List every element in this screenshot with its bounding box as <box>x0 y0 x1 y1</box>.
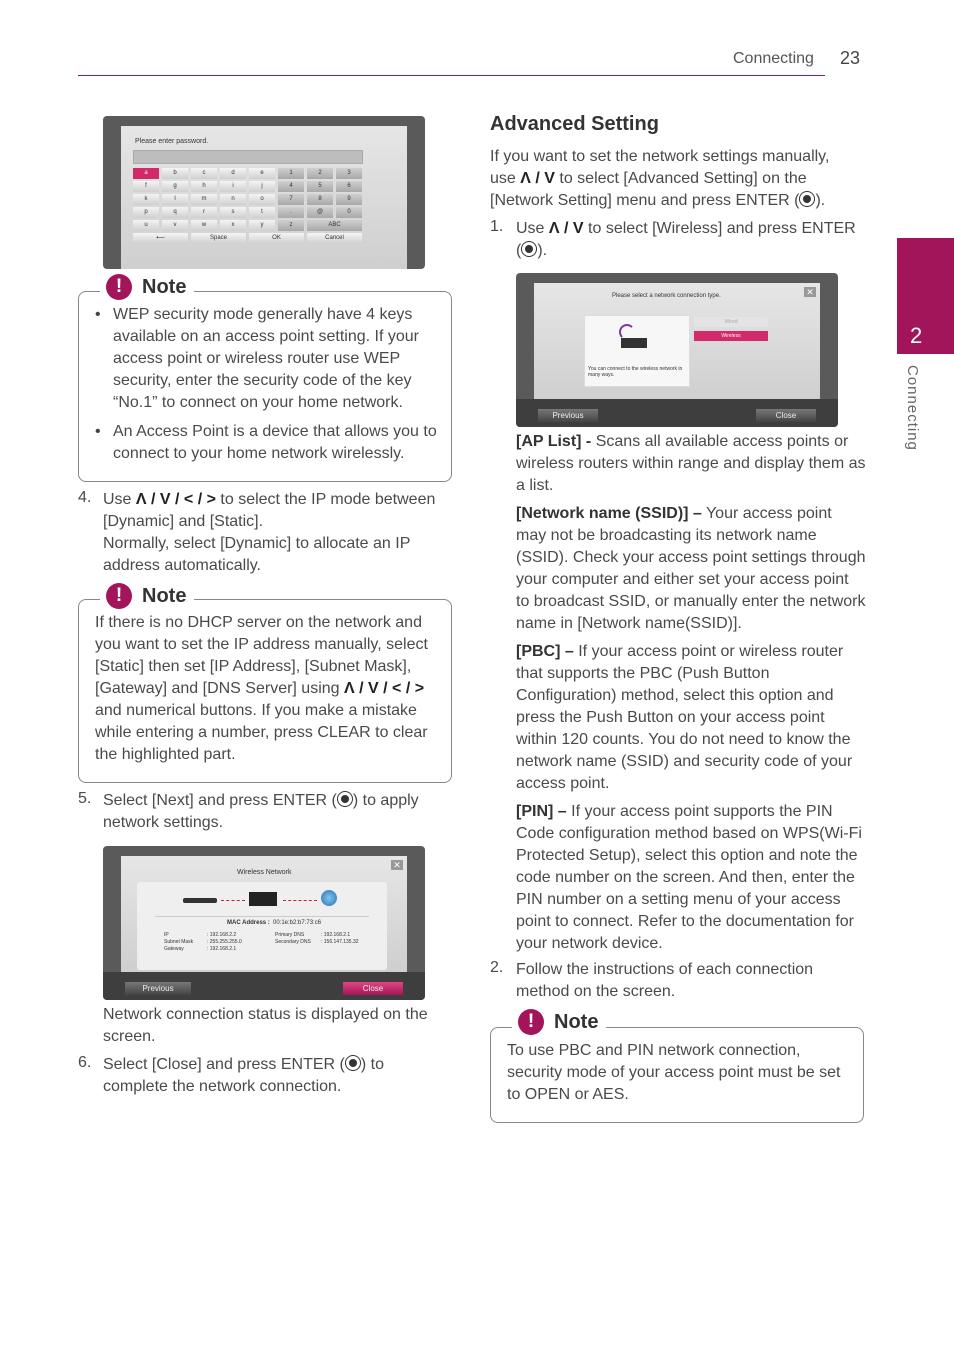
close-icon: ✕ <box>391 860 403 870</box>
step-5-text <box>103 790 448 834</box>
keyboard-key: OK <box>249 233 304 244</box>
note-2-pre: If there is no DHCP server on the network and you want to set the IP address manually, select [Static] then set [IP Address], [Subnet Mask], [Gateway] and [DNS Server] using <box>95 614 428 697</box>
keyboard-key: m <box>191 194 217 205</box>
connection-line <box>221 900 245 901</box>
keyboard-key: o <box>249 194 275 205</box>
subnet-label: Subnet Mask <box>164 939 194 945</box>
previous-button: Previous <box>538 409 598 422</box>
keyboard-key: Space <box>191 233 246 244</box>
step-5-pre: Select [Next] and press ENTER ( <box>103 792 337 809</box>
note-heading-1 <box>100 273 194 301</box>
definition-term: [Network name (SSID)] – <box>516 505 702 522</box>
definition-term: [PIN] – <box>516 803 567 820</box>
enter-button-icon <box>521 241 537 257</box>
keyboard-key: n <box>220 194 246 205</box>
password-keyboard-screenshot <box>103 116 425 269</box>
close-button: Close <box>756 409 816 422</box>
step-1-pre: Use <box>516 220 545 237</box>
note-3-content: To use PBC and PIN network connection, security mode of your access point must be set to OPEN or AES. <box>507 1042 841 1103</box>
keyboard-key: x <box>220 220 246 231</box>
note-label: Note <box>554 1010 599 1033</box>
primary-dns-value: : 192.168.2.1 <box>321 932 351 938</box>
password-input-field <box>133 150 363 164</box>
arrow-keys-icon: Λ / V <box>520 170 555 187</box>
keyboard-key: w <box>191 220 217 231</box>
dialog-button-bar <box>103 972 425 1000</box>
keyboard-key: 0 <box>336 207 362 218</box>
chapter-label: Connecting <box>904 365 921 451</box>
keyboard-key: k <box>133 194 159 205</box>
keyboard-key: 5 <box>307 181 333 192</box>
dialog-title: Wireless Network <box>237 869 292 876</box>
keyboard-key: l <box>162 194 188 205</box>
arrow-keys-icon: Λ / V / < / > <box>135 491 216 508</box>
keyboard-key: d <box>220 168 246 179</box>
enter-button-icon <box>337 791 353 807</box>
gateway-value: : 192.168.2.1 <box>207 946 237 952</box>
running-header-section: Connecting <box>733 50 814 67</box>
mac-address-label: MAC Address : <box>227 920 270 926</box>
ip-label: IP <box>164 932 169 938</box>
keyboard-key: c <box>191 168 217 179</box>
keyboard-key: 3 <box>336 168 362 179</box>
note-2-post: and numerical buttons. If you make a mistake while entering a number, press CLEAR to clear the highlighted part. <box>95 702 428 763</box>
primary-dns-label: Primary DNS <box>275 932 305 938</box>
note-1-content <box>95 304 440 472</box>
ip-value: : 192.168.2.2 <box>207 932 237 938</box>
definition-text: Your access point may not be broadcasting its network name (SSID). Check your access point settings through your computer and either set your access point to broadcast SSID, or manually enter the network name in [Network name(SSID)]. <box>516 505 866 632</box>
definition-item <box>516 641 866 795</box>
enter-button-icon <box>345 1055 361 1071</box>
step-6-text <box>103 1054 453 1098</box>
wireless-network-status-screenshot <box>103 846 425 1000</box>
player-device-icon <box>183 898 217 903</box>
note-2-content <box>95 612 440 766</box>
advanced-step-1 <box>516 218 861 262</box>
keyboard-key: ⟵ <box>133 233 188 244</box>
wifi-signal-icon <box>619 324 635 340</box>
close-button: Close <box>343 982 403 995</box>
globe-icon <box>321 890 337 906</box>
keyboard-key: f <box>133 181 159 192</box>
dialog-button-bar <box>516 399 838 427</box>
step-1-end: ). <box>537 242 548 259</box>
step-4-pre: Use <box>103 491 132 508</box>
secondary-dns-label: Secondary DNS <box>275 939 311 945</box>
keyboard-key: b <box>162 168 188 179</box>
keyboard-key: . <box>278 207 304 218</box>
panel-divider <box>155 916 369 917</box>
header-rule <box>78 75 825 76</box>
gateway-label: Gateway <box>164 946 184 952</box>
step-1-post: to select [Wireless] and press ENTER ( <box>516 220 856 259</box>
keyboard-key: @ <box>307 207 333 218</box>
keyboard-key: 7 <box>278 194 304 205</box>
previous-button: Previous <box>125 982 191 995</box>
keyboard-key: q <box>162 207 188 218</box>
exclamation-icon: ! <box>518 1009 544 1035</box>
step-4-line2: Normally, select [Dynamic] to allocate an IP address automatically. <box>103 535 411 574</box>
note-label: Note <box>142 275 187 298</box>
keyboard-key: 6 <box>336 181 362 192</box>
keyboard-key: ABC <box>307 220 362 231</box>
note-1-bullet: • WEP security mode generally have 4 keys available on an access point setting. If your access point or wireless router use WEP security, enter the security code of the key “No.1” to connect on your home network. <box>95 304 440 414</box>
note-1-bullet: • An Access Point is a device that allows you to connect to your home network wirelessly. <box>95 421 440 465</box>
definition-text: If your access point supports the PIN Code configuration method based on WPS(Wi-Fi Protected Setup), select this option and note the code number on the screen. And then, enter the PIN number on a setting menu of your access point to connect. Refer to the documentation for your network device. <box>516 803 862 952</box>
exclamation-icon: ! <box>106 583 132 609</box>
chapter-number: 2 <box>910 323 923 348</box>
keyboard-key: 1 <box>278 168 304 179</box>
page-number: 23 <box>840 48 861 68</box>
keyboard-key: t <box>249 207 275 218</box>
intro-end: ). <box>815 192 826 209</box>
keyboard-key: i <box>220 181 246 192</box>
subnet-value: : 255.255.255.0 <box>207 939 242 945</box>
connection-illustration <box>584 315 690 387</box>
keyboard-key: e <box>249 168 275 179</box>
chapter-tab <box>897 238 954 354</box>
keyboard-key: v <box>162 220 188 231</box>
keyboard-key: g <box>162 181 188 192</box>
definition-item <box>516 503 866 635</box>
dialog-title: Please select a network connection type. <box>612 293 721 299</box>
definition-term: [PBC] – <box>516 643 574 660</box>
note-heading-2 <box>100 582 194 610</box>
keyboard-key: y <box>249 220 275 231</box>
arrow-keys-icon: Λ / V / < / > <box>344 680 425 697</box>
definition-item <box>516 431 866 497</box>
definition-text: Scans all available access points or wireless routers within range and display them as a list. <box>516 433 866 494</box>
mac-address-value: 00:1e:b2:b7:73:c6 <box>273 920 322 926</box>
keyboard-grid <box>133 168 373 260</box>
step-6-post: ) to complete the network connection. <box>103 1056 384 1095</box>
arrow-keys-icon: Λ / V <box>548 220 584 237</box>
network-panel <box>137 882 387 970</box>
secondary-dns-value: : 156.147.135.32 <box>321 939 359 945</box>
keyboard-key: z <box>278 220 304 231</box>
connection-description: You can connect to the wireless network in many ways. <box>588 366 683 378</box>
keyboard-key: h <box>191 181 217 192</box>
connection-line <box>283 900 317 901</box>
keyboard-key: 8 <box>307 194 333 205</box>
advanced-intro <box>490 146 852 212</box>
router-device-icon <box>249 892 277 906</box>
enter-button-icon <box>799 191 815 207</box>
definition-term: [AP List] - <box>516 433 592 450</box>
keyboard-key: 2 <box>307 168 333 179</box>
step-4-text <box>103 489 448 577</box>
keyboard-key: p <box>133 207 159 218</box>
intro-pre: If you want to set the network settings manually, use <box>490 148 830 187</box>
step-number: 2. <box>490 959 504 976</box>
section-heading: Advanced Setting <box>490 113 659 135</box>
password-prompt: Please enter password. <box>135 138 209 145</box>
step-6-pre: Select [Close] and press ENTER ( <box>103 1056 345 1073</box>
step-4-post: to select the IP mode between [Dynamic] and [Static]. <box>103 491 436 530</box>
keyboard-key: j <box>249 181 275 192</box>
advanced-step-2: Follow the instructions of each connection method on the screen. <box>516 961 814 1000</box>
step-5-post: ) to apply network settings. <box>103 792 419 831</box>
keyboard-key: r <box>191 207 217 218</box>
step-number: 1. <box>490 218 504 235</box>
keyboard-key: a <box>133 168 159 179</box>
keyboard-key: u <box>133 220 159 231</box>
screenshot-caption: Network connection status is displayed on the screen. <box>103 1006 428 1045</box>
step-number: 4. <box>78 489 92 506</box>
wireless-option: Wireless <box>694 331 768 341</box>
keyboard-key: 9 <box>336 194 362 205</box>
keyboard-key: s <box>220 207 246 218</box>
keyboard-key: Cancel <box>307 233 362 244</box>
step-number: 6. <box>78 1054 92 1071</box>
note-label: Note <box>142 584 187 607</box>
wired-option: Wired <box>694 317 768 327</box>
keyboard-key: 4 <box>278 181 304 192</box>
note-heading-3 <box>512 1008 606 1036</box>
intro-post: to select [Advanced Setting] on the [Network Setting] menu and press ENTER ( <box>490 170 807 209</box>
exclamation-icon: ! <box>106 274 132 300</box>
close-icon: ✕ <box>804 287 816 297</box>
definition-text: If your access point or wireless router that supports the PBC (Push Button Configuration) method, select this option and press the Push Button on your access point within 120 counts. You do not need to know the network name (SSID) and security code of your access point. <box>516 643 853 792</box>
definition-list <box>516 431 866 955</box>
definition-item <box>516 801 866 955</box>
step-number: 5. <box>78 790 92 807</box>
connection-type-screenshot <box>516 273 838 427</box>
